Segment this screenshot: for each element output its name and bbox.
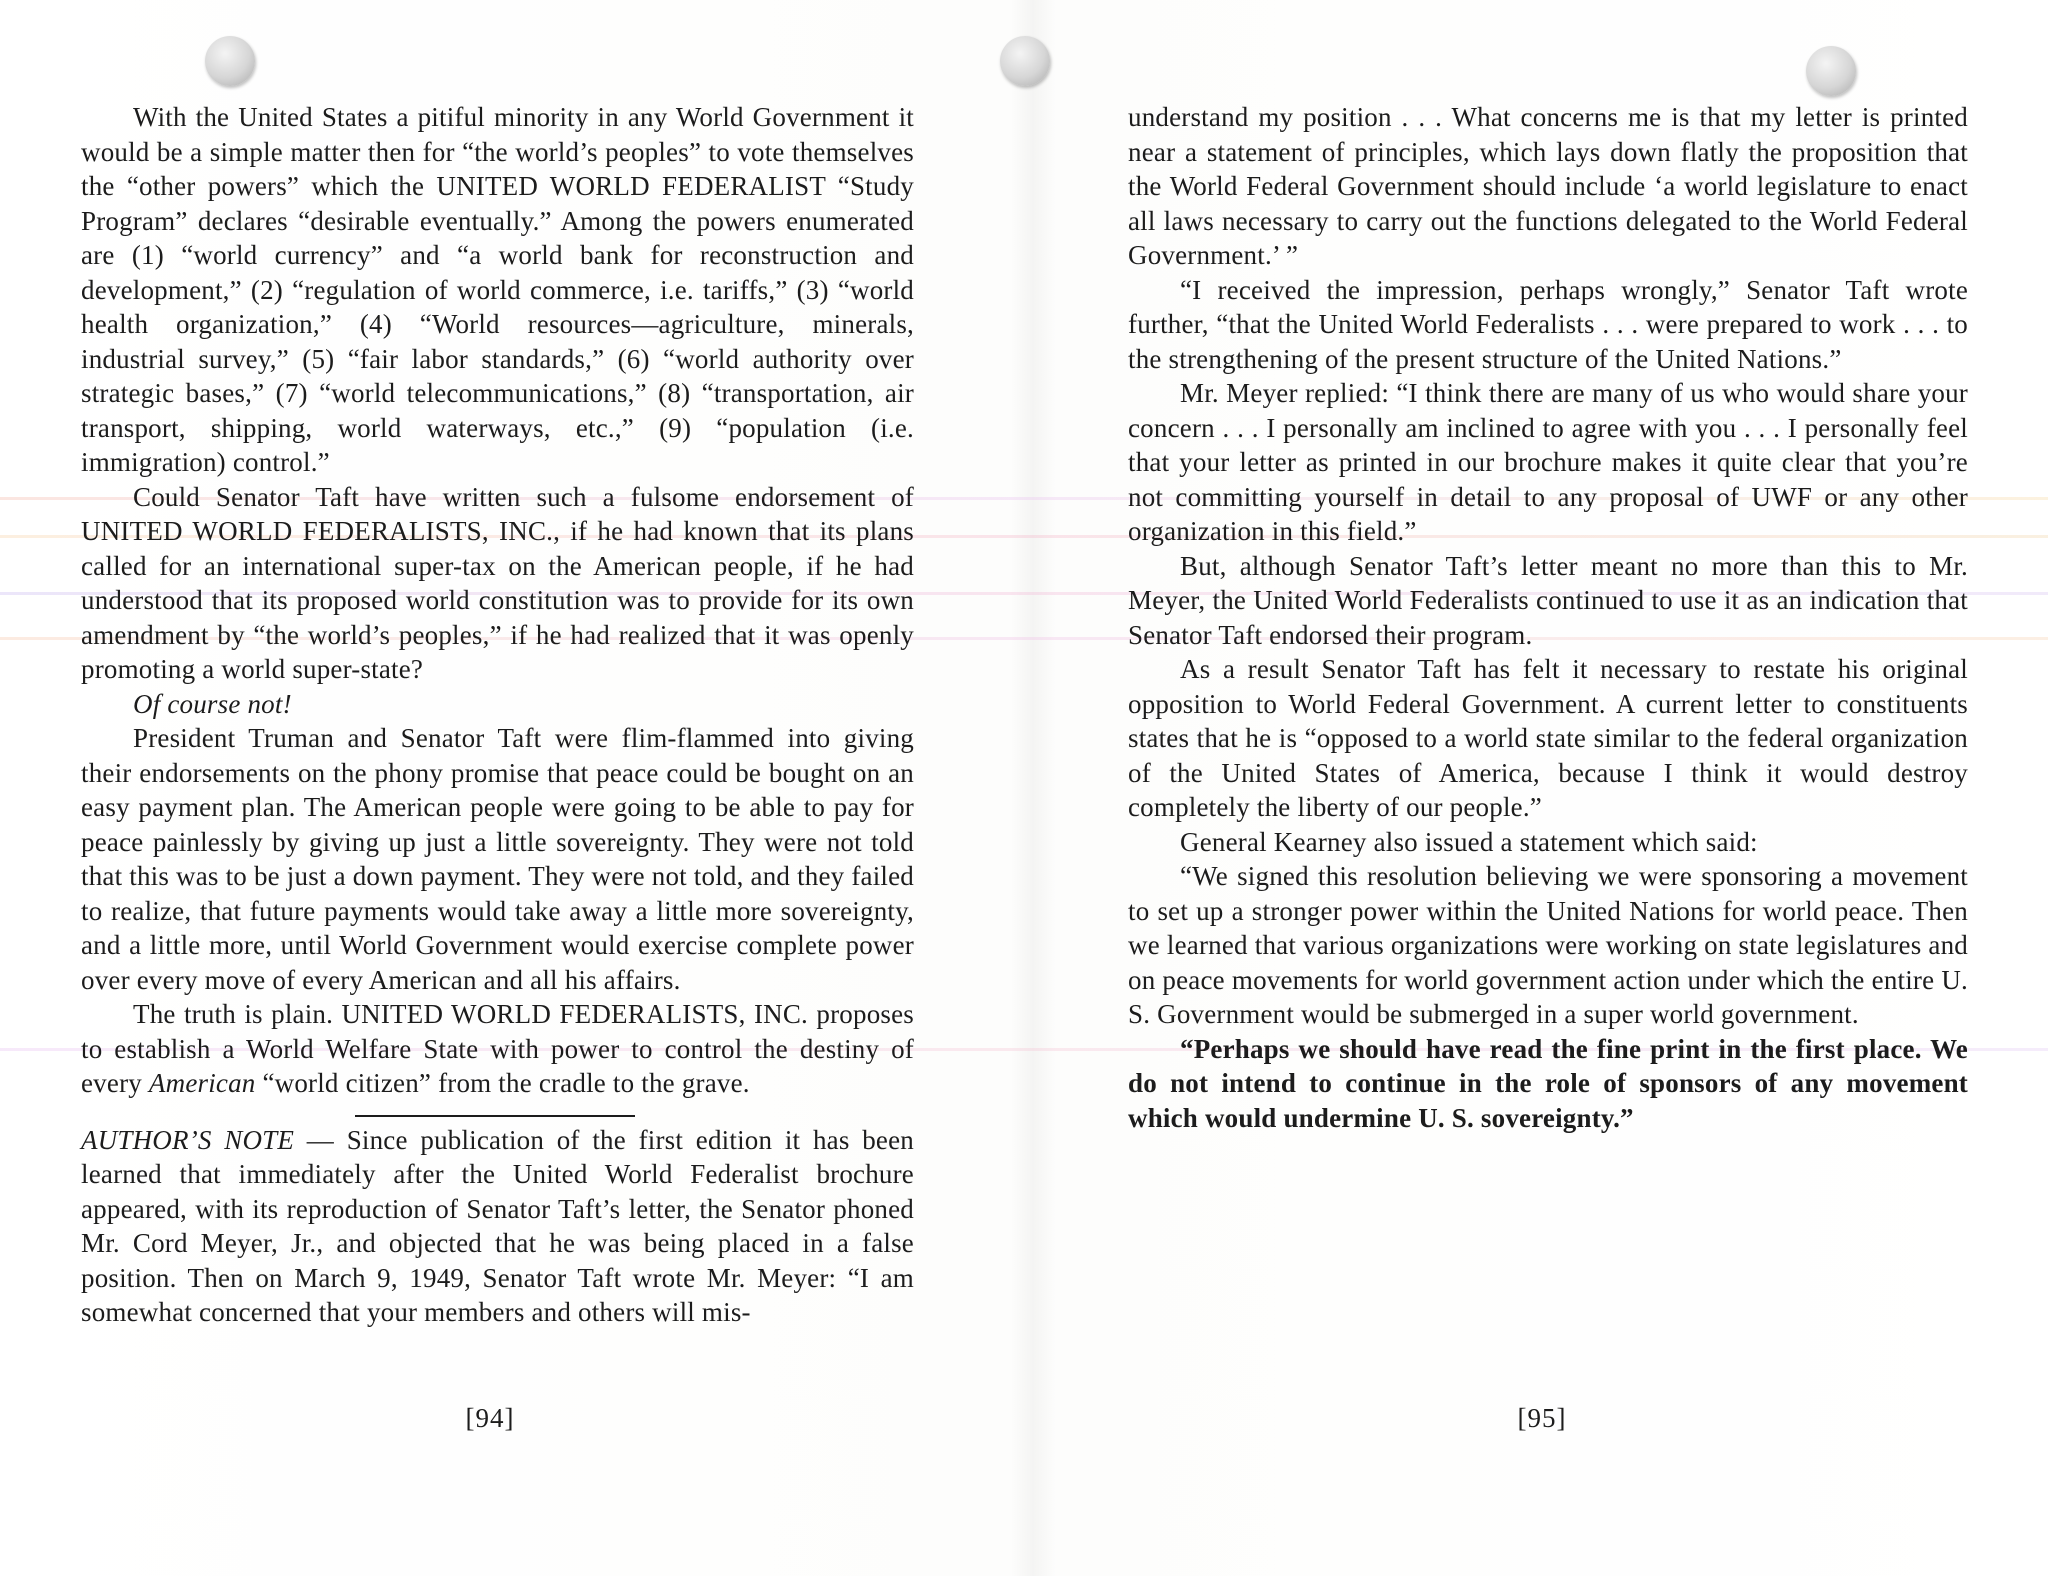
quoted-statement-bold: “Perhaps we should have read the fine print in the first place. We do not intend to continue in the role of sponsors of any movement which would undermine U. S. sovereignty.” [1128, 1033, 1968, 1133]
punch-hole-center [1000, 36, 1050, 86]
paragraph: General Kearney also issued a statement which said: [1180, 826, 1758, 857]
quoted-statement: “We signed this resolution believing we were sponsoring a movement to set up a stronger power within the United Nations for world peace. Then we learned that various organizations were working on state legislatures and on peace movements for world government action under which the entire U. S. Government would be submerged in a super world government. [1128, 861, 1968, 1029]
left-page-body [81, 100, 914, 1330]
paragraph-closing [81, 997, 914, 1101]
paragraph: But, although Senator Taft’s letter meant no more than this to Mr. Meyer, the United World Federalists continued to use it as an indication that Senator Taft endorsed their program. [1128, 550, 1968, 650]
paragraph-emphasis: Of course not! [133, 688, 292, 719]
paragraph: understand my position . . . What concerns me is that my letter is printed near a statement of principles, which lays down flatly the proposition that the World Federal Government should include ‘a world legislature to enact all laws necessary to carry out the functions delegated to the World Federal Government.’ ” [1128, 102, 1968, 270]
book-gutter [1010, 0, 1056, 1576]
paragraph: With the United States a pitiful minority in any World Government it would be a simple matter then for “the world’s peoples” to vote themselves the “other powers” which the UNITED WORLD FEDERALIST “Study Program” declares “desirable eventually.” Among the powers enumerated are (1) “world currency” and “a world bank for reconstruction and development,” (2) “regulation of world commerce, i.e. tariffs,” (3) “world health organization,” (4) “World resources—agriculture, minerals, industrial survey,” (5) “fair labor standards,” (6) “world authority over strategic bases,” (7) “world telecommunications,” (8) “transportation, air transport, shipping, world waterways, etc.,” (9) “population (i.e. immigration) control.” [81, 102, 914, 477]
paragraph: Could Senator Taft have written such a fulsome endorsement of UNITED WORLD FEDERALISTS, INC., if he had known that its plans called for an international super-tax on the American people, if he had understood that its proposed world constitution was to provide for its own amendment by “the world’s peoples,” if he had realized that it was openly promoting a world super-state? [81, 481, 914, 684]
punch-hole-right [1806, 46, 1856, 96]
paragraph: “I received the impression, perhaps wrongly,” Senator Taft wrote further, “that the United World Federalists . . . were prepared to work . . . to the strengthening of the present structure of the United Nations.” [1128, 274, 1968, 374]
page-number-left: [94] [465, 1403, 515, 1433]
right-page-body [1128, 100, 1968, 1135]
paragraph: As a result Senator Taft has felt it necessary to restate his original opposition to World Federal Government. A current letter to constituents states that he is “opposed to a world state similar to the federal organization of the United States of America, because I think it would destroy completely the liberty of our people.” [1128, 654, 1968, 822]
punch-hole-left [205, 36, 255, 86]
paragraph-italic-word: American [148, 1068, 256, 1098]
paragraph-text: The truth is plain. UNITED WORLD FEDERALISTS, INC. proposes to establish a World Welfare State with power to control the destiny of every [81, 999, 914, 1098]
section-divider [355, 1115, 635, 1117]
paragraph: President Truman and Senator Taft were flim-flammed into giving their endorsements on the phony promise that peace could be bought on an easy payment plan. The American people were going to be able to pay for peace painlessly by giving up just a little sovereignty. They were not told that this was to be just a down payment. They were not told, and they failed to realize, that future payments would take away a little more sovereignty, and a little more, until World Government would exercise complete power over every move of every American and all his affairs. [81, 723, 914, 995]
author-note-label: AUTHOR’S NOTE [81, 1124, 295, 1155]
author-note-text: — Since publication of the first edition it has been learned that immediately after the United World Federalist brochure appeared, with its reproduction of Senator Taft’s letter, the Senator phoned Mr. Cord Meyer, Jr., and objected that he was being placed in a false position. Then on March 9, 1949, Senator Taft wrote Mr. Meyer: “I am somewhat concerned that your members and others will mis- [81, 1124, 915, 1327]
paragraph-text: “world citizen” from the cradle to the grave. [255, 1068, 750, 1098]
author-note [81, 1123, 914, 1330]
page-number-right: [95] [1517, 1403, 1567, 1433]
paragraph: Mr. Meyer replied: “I think there are many of us who would share your concern . . . I personally am inclined to agree with you . . . I personally feel that your letter as printed in our brochure makes it quite clear that you’re not committing yourself in detail to any proposal of UWF or any other organization in this field.” [1128, 378, 1968, 546]
